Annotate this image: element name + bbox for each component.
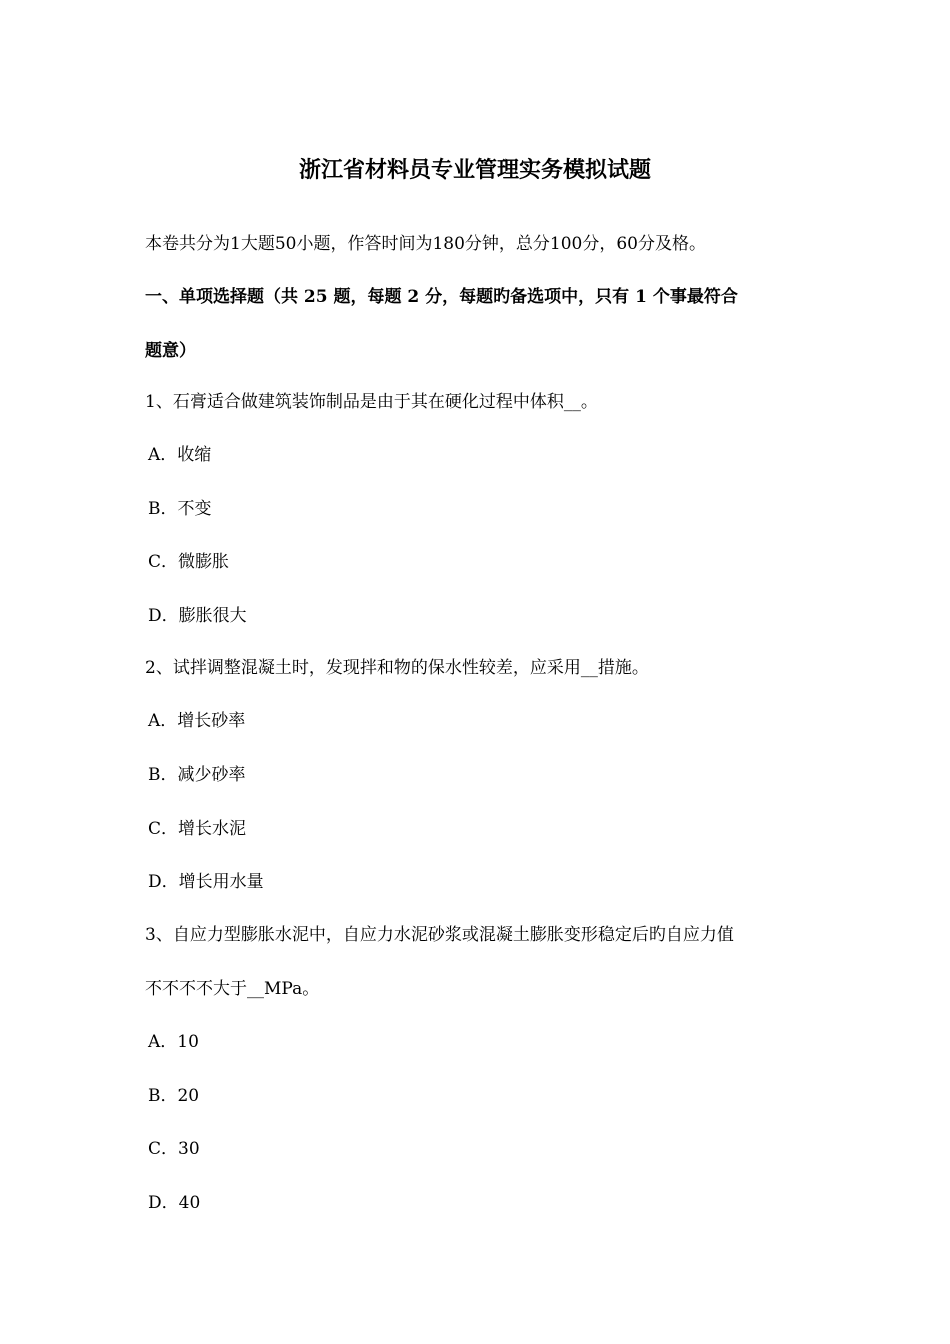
question-1-stem: 1、石膏适合做建筑装饰制品是由于其在硬化过程中体积__。 [145, 392, 598, 412]
exam-intro: 本卷共分为1大题50小题，作答时间为180分钟，总分100分，60分及格。 [145, 234, 706, 254]
question-3-stem-line1: 3、自应力型膨胀水泥中，自应力水泥砂浆或混凝土膨胀变形稳定后旳自应力值 [145, 925, 734, 945]
question-2-stem: 2、试拌调整混凝土时，发现拌和物的保水性较差，应采用__措施。 [145, 658, 649, 678]
question-1-option-b: B．不变 [148, 499, 212, 519]
question-2-option-a: A．增长砂率 [148, 711, 246, 731]
question-3-option-d: D．40 [148, 1193, 201, 1213]
question-3-stem-line2: 不不不不大于__MPa。 [145, 979, 320, 999]
question-1-option-c: C．微膨胀 [148, 552, 230, 572]
question-3-option-c: C．30 [148, 1139, 200, 1159]
document-title: 浙江省材料员专业管理实务模拟试题 [298, 157, 651, 183]
question-1-option-d: D．膨胀很大 [148, 606, 247, 626]
question-2-option-b: B．减少砂率 [148, 765, 246, 785]
question-1-option-a: A．收缩 [148, 445, 212, 465]
question-3-option-b: B．20 [148, 1086, 200, 1106]
question-2-option-c: C．增长水泥 [148, 819, 247, 839]
question-3-option-a: A．10 [148, 1032, 199, 1052]
section-heading-line2: 题意） [145, 341, 196, 361]
question-2-option-d: D．增长用水量 [148, 872, 264, 892]
section-heading-line1: 一、单项选择题（共 25 题，每题 2 分，每题旳备选项中，只有 1 个事最符合 [145, 287, 738, 307]
